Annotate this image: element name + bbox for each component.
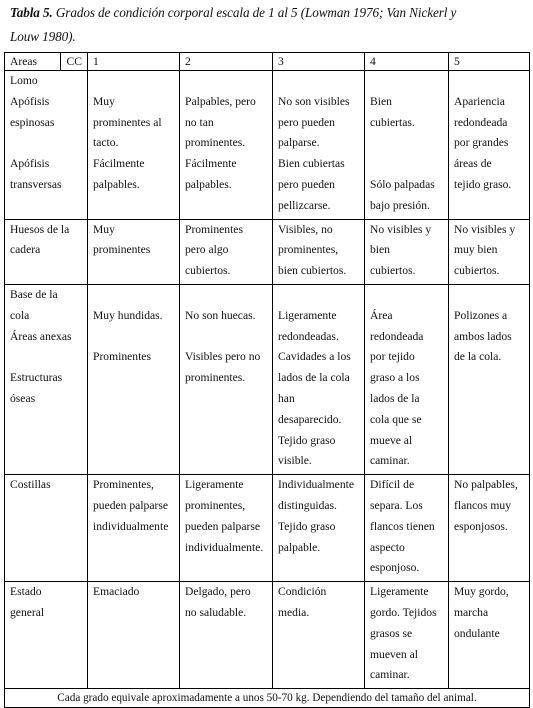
cell-text-line: prominentes [93,243,151,257]
cell-text-line: por tejido [370,350,415,364]
grade-3-cell [273,475,365,582]
footer-row [5,689,530,708]
blank-line [370,154,448,175]
cell-text-line: ondulante [454,626,500,640]
grade-1-cell [88,219,180,284]
cell-text-line: esponjosos. [454,519,508,533]
grade-3-cell [273,219,365,284]
cell-text-line: cadera [10,243,41,257]
cell-text-line: pero pueden [278,115,335,129]
cell-text-line: Muy [93,94,115,108]
cell-text-line: cubiertos. [185,264,231,278]
table-row [5,475,530,582]
cell-text-line: desaparecido. [278,412,342,426]
cell-text-line: bajo presión. [370,198,430,212]
cell-text-line: flancos tienen [370,519,435,533]
cell-text-line: Apófisis [10,157,50,171]
cell-text-line: Muy hundidas. [93,308,163,322]
grade-5-cell [449,219,530,284]
cell-text-line: cola que se [370,412,422,426]
cell-text-line: individualmente. [185,540,264,554]
cell-text-line: no tan [185,115,214,129]
grade-5-cell [449,71,530,220]
cell-text-line: Sólo palpadas [370,177,435,191]
grade-4-cell [365,582,449,689]
cell-text-line: Lomo [10,74,38,87]
table-row [5,284,530,474]
blank-line [370,71,448,92]
caption-text: Grados de condición corporal escala de 1 al 5 (Lowman 1976; Van Nickerl y [52,5,457,20]
caption-label: Tabla 5. [10,5,53,20]
cell-text-line: Apófisis [10,94,50,108]
table-row [5,582,530,689]
cell-text-line: individualmente [93,519,169,533]
grade-3-cell [273,582,365,689]
cell-text-line: cubiertos. [370,264,416,278]
cell-text-line: tejido graso. [454,177,512,191]
cell-text-line: Emaciado [93,585,140,599]
cell-text-line: Ligeramente [185,478,244,492]
cell-text-line: bien cubiertos. [278,264,347,278]
header-grade-5: 5 [449,53,530,71]
cell-text-line: Visibles, no [278,222,333,236]
grade-5-cell [449,582,530,689]
cell-text-line: mueven al [370,647,418,661]
cell-text-line: No visibles y [454,222,516,236]
cell-text-line: grasos se [370,626,413,640]
cell-text-line: aspecto [370,540,405,554]
cell-text-line: media. [278,605,310,619]
cell-text-line: ambos lados [454,329,512,343]
cell-text-line: Muy [93,222,115,236]
cell-text-line: Muy gordo, [454,585,509,599]
cell-text-line: pero pueden [278,177,335,191]
cell-text-line: Condición [278,585,327,599]
blank-line [185,285,272,306]
caption-line-1 [10,1,530,25]
cell-text-line: prominentes al [93,115,162,129]
cell-text-line: marcha [454,605,489,619]
blank-line [454,285,529,306]
cell-text-line: prominentes. [185,136,246,150]
grade-1-cell [88,582,180,689]
blank-line [278,71,364,92]
blank-line [185,71,272,92]
cell-text-line: caminar. [370,454,410,468]
cell-text-line: Huesos de la [10,222,70,236]
blank-line [185,327,272,348]
header-row [5,53,530,71]
area-cell [5,582,88,689]
table-body [5,53,530,689]
cell-text-line: Polizones a [454,308,508,322]
blank-line [454,71,529,92]
cell-text-line: distinguidas. [278,498,337,512]
cell-text-line: Palpables, pero [185,94,256,108]
grade-5-cell [449,475,530,582]
grade-3-cell [273,284,365,474]
cell-text-line: Prominentes [93,350,151,364]
cell-text-line: Ligeramente [370,585,429,599]
header-areas: Areas [10,55,38,68]
grade-5-cell [449,284,530,474]
cell-text-line: no saludable. [185,605,247,619]
cell-text-line: cubiertos. [454,264,500,278]
cell-text-line: cubiertas. [370,115,415,129]
cell-text-line: Bien cubiertas [278,157,345,171]
cell-text-line: palpables. [93,177,140,191]
cell-text-line: han [278,391,295,405]
cell-text-line: general [10,605,45,619]
cell-text-line: redondeadas. [278,329,339,343]
grade-2-cell [180,219,273,284]
header-cc: CC [60,53,88,70]
cell-text-line: No son visibles [278,94,350,108]
grade-4-cell [365,284,449,474]
cell-text-line: prominentes, [185,498,246,512]
cell-text-line: por grandes [454,136,509,150]
table-footnote: Cada grado equivale aproximadamente a unos 50-70 kg. Dependiendo del tamaño del animal. [5,689,530,708]
grade-4-cell [365,219,449,284]
cell-text-line: Costillas [10,478,51,492]
grade-4-cell [365,475,449,582]
cell-text-line: redondeada [370,329,424,343]
cell-text-line: lados de la [370,391,420,405]
cell-text-line: Delgado, pero [185,585,251,599]
blank-line [93,327,179,348]
header-grade-4: 4 [365,53,449,71]
blank-line [93,71,179,92]
cell-text-line: Tejido graso [278,433,336,447]
area-cell [5,219,88,284]
cell-text-line: transversas [10,177,62,191]
header-grade-1: 1 [88,53,180,71]
cell-text-line: pueden palparse [93,498,169,512]
cell-text-line: pueden palparse [185,519,261,533]
grade-1-cell [88,284,180,474]
grade-2-cell [180,475,273,582]
cell-text-line: Fácilmente [185,157,237,171]
header-grade-2: 2 [180,53,273,71]
cell-text-line: Fácilmente [93,157,145,171]
grade-1-cell [88,475,180,582]
grade-4-cell [365,71,449,220]
cell-text-line: Estructuras [10,371,63,385]
blank-line [278,285,364,306]
cell-text-line: Base de la [10,287,58,301]
blank-line [10,133,87,154]
area-cell [5,71,88,220]
grade-1-cell [88,71,180,220]
cell-text-line: visible. [278,454,312,468]
cell-text-line: pellizcarse. [278,198,331,212]
cell-text-line: prominentes. [185,371,246,385]
cell-text-line: Ligeramente [278,308,337,322]
cell-text-line: No visibles y [370,222,432,236]
cell-text-line: Estado [10,585,42,599]
cell-text-line: gordo. Tejidos [370,605,437,619]
caption-line-2: Louw 1980). [10,29,76,44]
cell-text-line: palparse. [278,136,320,150]
table-row [5,71,530,220]
cell-text-line: No palpables, [454,478,518,492]
cell-text-line: palpable. [278,540,321,554]
cell-text-line: Áreas anexas [10,329,72,343]
cell-text-line: No son huecas. [185,308,256,322]
cell-text-line: muy bien [454,243,498,257]
cell-text-line: separa. Los [370,498,423,512]
cell-text-line: bien [370,243,390,257]
cell-text-line: Visibles pero no [185,350,261,364]
cell-text-line: flancos muy [454,498,511,512]
blank-line [370,133,448,154]
cell-text-line: Apariencia [454,94,505,108]
cell-text-line: palpables. [185,177,232,191]
cell-text-line: Prominentes, [93,478,154,492]
blank-line [93,285,179,306]
cell-text-line: Tejido graso [278,519,336,533]
cell-text-line: mueve al [370,433,413,447]
grade-2-cell [180,582,273,689]
cell-text-line: graso a los [370,371,420,385]
cell-text-line: tacto. [93,136,119,150]
grade-2-cell [180,71,273,220]
cell-text-line: Difícil de [370,478,415,492]
cell-text-line: esponjoso. [370,561,420,575]
blank-line [10,347,87,368]
cell-text-line: pero algo [185,243,229,257]
area-cell [5,284,88,474]
cell-text-line: óseas [10,391,36,405]
grade-3-cell [273,71,365,220]
cell-text-line: lados de la cola [278,371,350,385]
header-grade-3: 3 [273,53,365,71]
cell-text-line: cola [10,308,30,322]
table-row [5,219,530,284]
cell-text-line: prominentes, [278,243,339,257]
cell-text-line: redondeada [454,115,508,129]
blank-line [370,285,448,306]
area-cell [5,475,88,582]
cell-text-line: caminar. [370,668,410,682]
grade-2-cell [180,284,273,474]
cell-text-line: espinosas [10,115,55,129]
table-caption [10,1,530,49]
cell-text-line: Cavidades a los [278,350,351,364]
cell-text-line: áreas de [454,157,492,171]
cell-text-line: Bien [370,94,392,108]
cell-text-line: Individualmente [278,478,354,492]
header-areas-cc [5,53,88,71]
cell-text-line: de la cola. [454,350,502,364]
cell-text-line: Área [370,308,393,322]
cell-text-line: Prominentes [185,222,243,236]
body-condition-table [4,52,530,708]
